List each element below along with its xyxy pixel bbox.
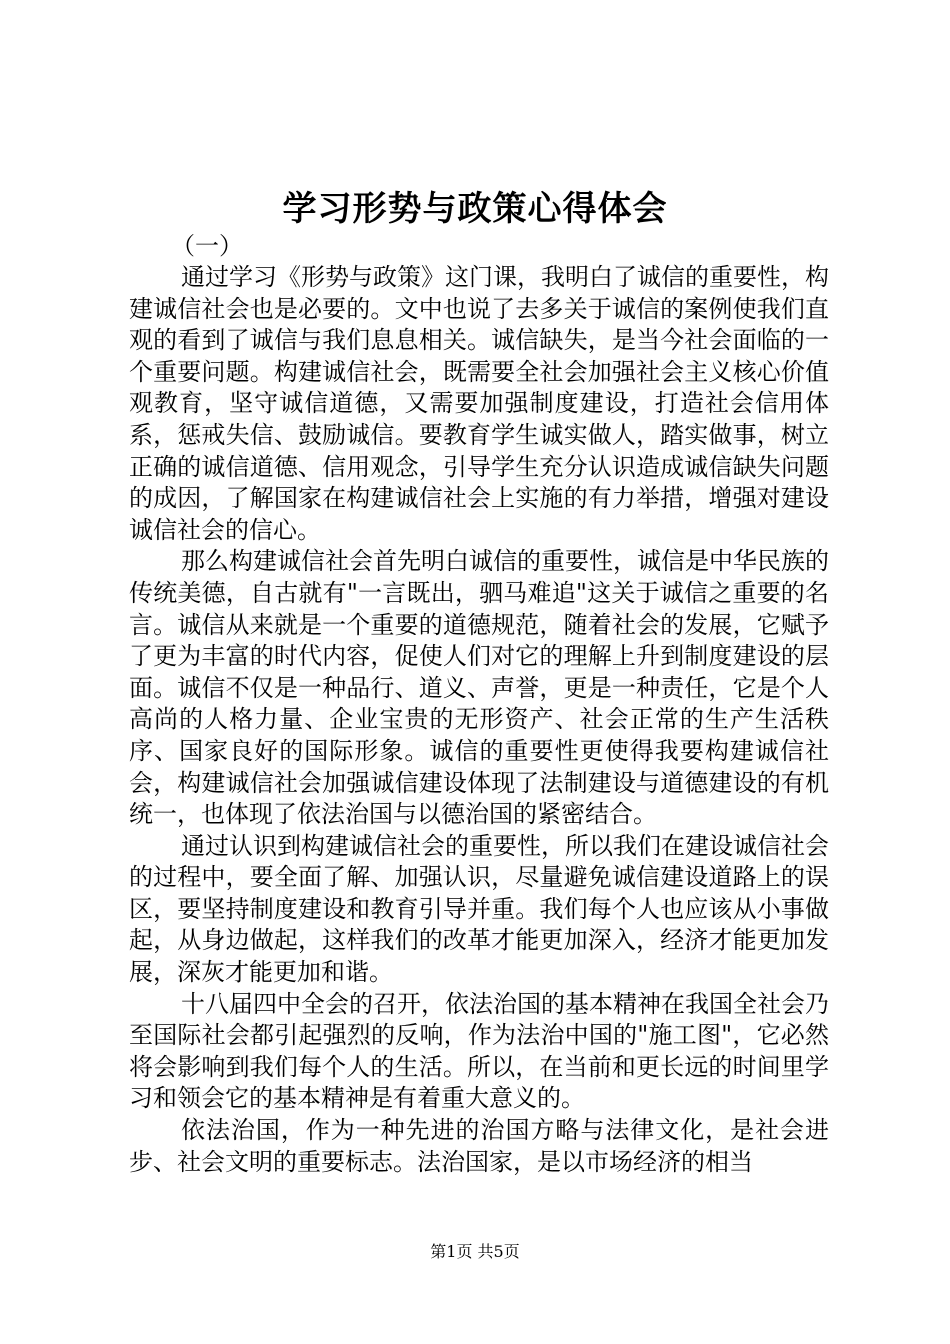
page-number-footer: 第1页 共5页 [430,1242,520,1261]
paragraph-5: 依法治国，作为一种先进的治国方略与法律文化，是社会进步、社会文明的重要标志。法治国家，是以市场经济的相当 [129,1116,829,1176]
section-mark: （一） [171,232,243,260]
paragraph-3: 通过认识到构建诚信社会的重要性，所以我们在建设诚信社会的过程中，要全面了解、加强认识，尽量避免诚信建设道路上的误区，要坚持制度建设和教育引导并重。我们每个人也应该从小事做起，从身边做起，这样我们的改革才能更加深入，经济才能更加发展，深灰才能更加和谐。 [129,831,829,987]
document-title: 学习形势与政策心得体会 [282,189,668,229]
paragraph-2: 那么构建诚信社会首先明白诚信的重要性，诚信是中华民族的传统美德，自古就有"一言既出，驷马难追"这关于诚信之重要的名言。诚信从来就是一个重要的道德规范，随着社会的发展，它赋予了更为丰富的时代内容，促使人们对它的理解上升到制度建设的层面。诚信不仅是一种品行、道义、声誉，更是一种责任，它是个人高尚的人格力量、企业宝贵的无形资产、社会正常的生产生活秩序、国家良好的国际形象。诚信的重要性更使得我要构建诚信社会，构建诚信社会加强诚信建设体现了法制建设与道德建设的有机统一，也体现了依法治国与以德治国的紧密结合。 [129,547,829,829]
paragraph-1: 通过学习《形势与政策》这门课，我明白了诚信的重要性，构建诚信社会也是必要的。文中也说了去多关于诚信的案例使我们直观的看到了诚信与我们息息相关。诚信缺失，是当今社会面临的一个重要问题。构建诚信社会，既需要全社会加强社会主义核心价值观教育，坚守诚信道德，又需要加强制度建设，打造社会信用体系，惩戒失信、鼓励诚信。要教育学生诚实做人，踏实做事，树立正确的诚信道德、信用观念，引导学生充分认识造成诚信缺失问题的成因，了解国家在构建诚信社会上实施的有力举措，增强对建设诚信社会的信心。 [129,263,829,544]
document-body [129,230,829,1178]
paragraph-4: 十八届四中全会的召开，依法治国的基本精神在我国全社会乃至国际社会都引起强烈的反响，作为法治中国的"施工图"，它必然将会影响到我们每个人的生活。所以，在当前和更长远的时间里学习和领会它的基本精神是有着重大意义的。 [129,989,829,1113]
